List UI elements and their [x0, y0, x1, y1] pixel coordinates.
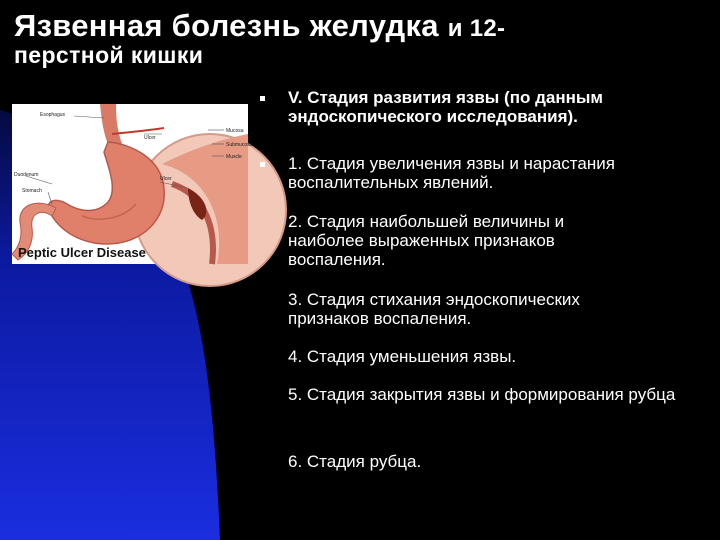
label-duodenum: Duodenum	[14, 172, 39, 178]
label-mucosa: Mucosa	[226, 128, 244, 134]
stomach-illustration	[12, 104, 253, 264]
stage-5: 5. Стадия закрытия язвы и формирования рубца	[288, 385, 676, 404]
stage-heading: V. Стадия развития язвы (по данным эндоскопического исследования).	[288, 88, 603, 126]
stage-3: 3. Стадия стихания эндоскопических признаков воспаления.	[288, 290, 580, 328]
title-line2: перстной кишки	[14, 42, 204, 68]
label-ulcer-mid: Ulcer	[160, 176, 172, 182]
slide-title	[14, 10, 505, 67]
stage-1: 1. Стадия увеличения язвы и нарастания воспалительных явлений.	[288, 154, 615, 192]
illustration-caption: Peptic Ulcer Disease	[18, 245, 146, 260]
stage-2: 2. Стадия наибольшей величины и наиболее выраженных признаков воспаления.	[288, 212, 565, 269]
bullet-square-icon	[260, 162, 265, 167]
label-ulcer-top: Ulcer	[144, 135, 156, 141]
label-muscle: Muscle	[226, 154, 242, 160]
title-line1-main: Язвенная болезнь желудка	[14, 8, 439, 43]
stage-4: 4. Стадия уменьшения язвы.	[288, 347, 517, 366]
title-line1-tail: и 12-	[447, 15, 506, 42]
label-stomach: Stomach	[22, 188, 42, 194]
stage-6: 6. Стадия рубца.	[288, 452, 422, 471]
label-submucosa: Submucosa	[226, 142, 253, 148]
label-esophagus: Esophagus	[40, 112, 66, 118]
bullet-square-icon	[260, 96, 265, 101]
